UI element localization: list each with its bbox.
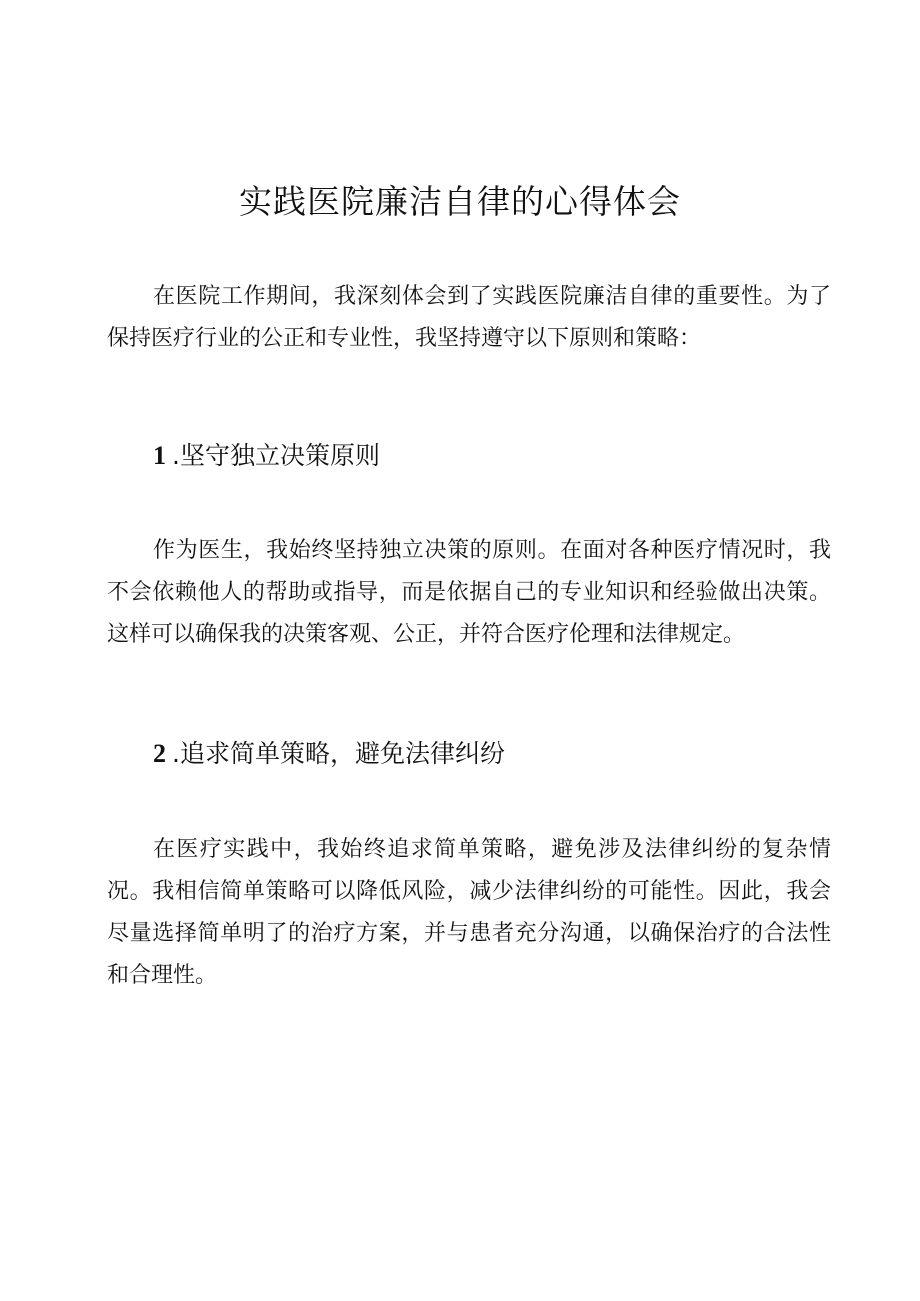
document-title: 实践医院廉洁自律的心得体会 (239, 182, 681, 221)
section-2-number: 2 (153, 739, 166, 768)
section-1-heading (153, 436, 380, 476)
section-2-body: 在医疗实践中，我始终追求简单策略，避免涉及法律纠纷的复杂情况。我相信简单策略可以降低风险，减少法律纠纷的可能性。因此，我会尽量选择简单明了的治疗方案，并与患者充分沟通，以确保治疗的合法性和合理性。 (107, 837, 831, 988)
intro-paragraph: 在医院工作期间，我深刻体会到了实践医院廉洁自律的重要性。为了保持医疗行业的公正和专业性，我坚持遵守以下原则和策略： (107, 284, 831, 351)
section-1-title: .坚守独立决策原则 (172, 441, 380, 470)
section-2-heading (153, 734, 505, 774)
section-1-body: 作为医生，我始终坚持独立决策的原则。在面对各种医疗情况时，我不会依赖他人的帮助或指导，而是依据自己的专业知识和经验做出决策。这样可以确保我的决策客观、公正，并符合医疗伦理和法律规定。 (107, 538, 831, 647)
section-1-number: 1 (153, 441, 166, 470)
section-2-title: .追求简单策略，避免法律纠纷 (172, 739, 505, 768)
